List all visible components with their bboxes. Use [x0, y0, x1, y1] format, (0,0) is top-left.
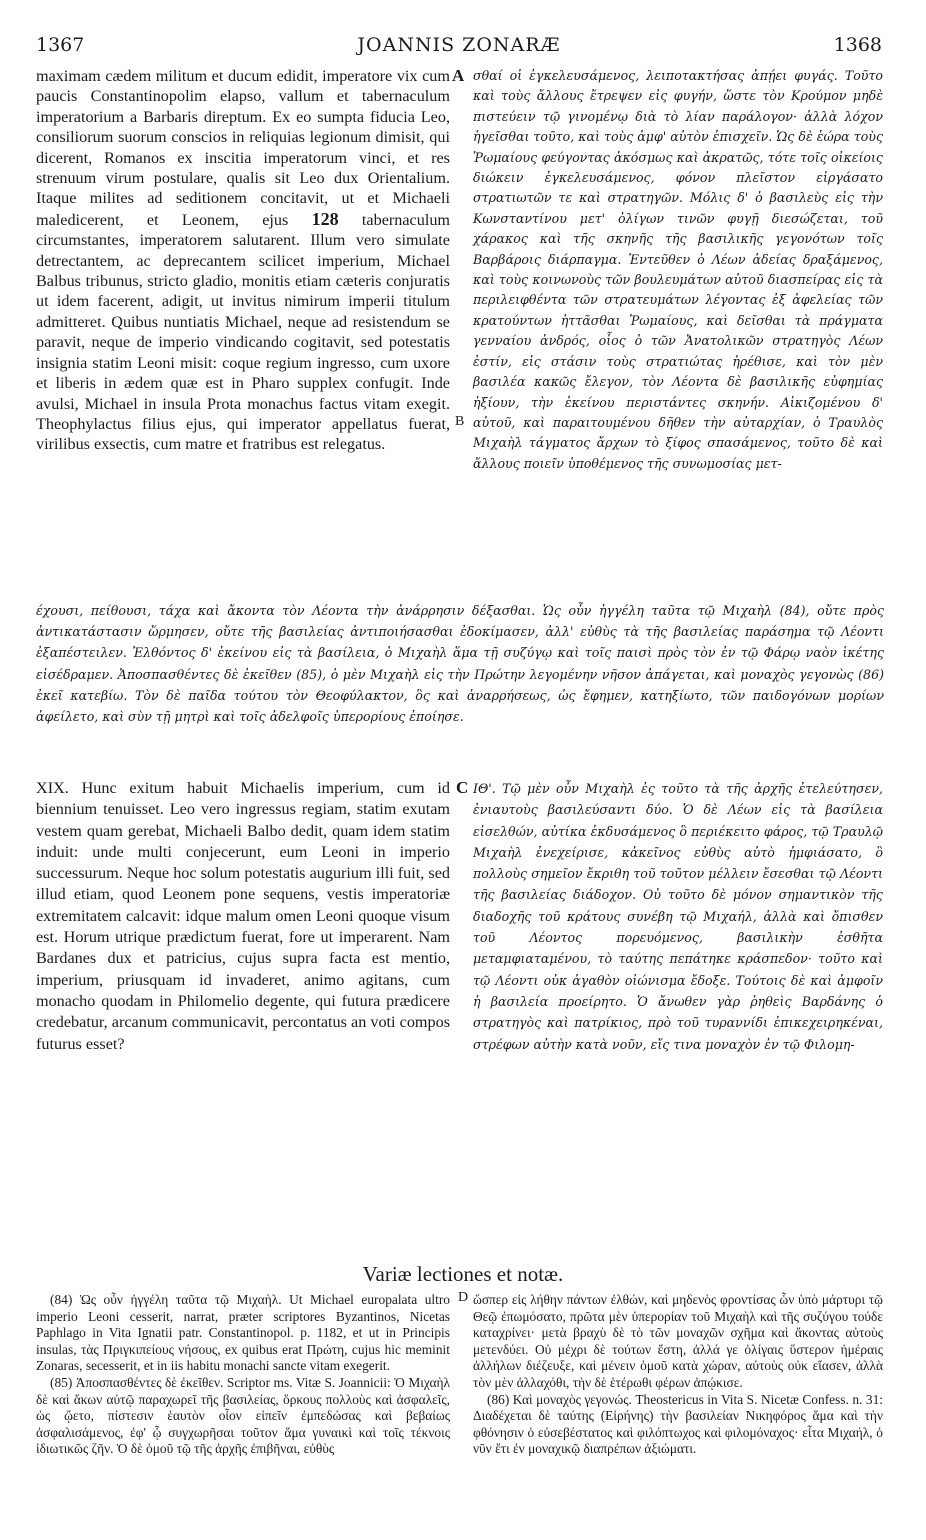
margin-marker-c: C	[456, 778, 469, 797]
latin-text-part1: maximam cædem militum et ducum edidit, imperatore vix cum paucis Constantinopolim elapso, vallum et tabernaculum imperatorium a Barbaris direptum. Ex eo sumpta fiducia Leo, consiliorum suorum conscios in reliquias legionum dimisit, qui dicerent, Romanos ex inscitia imperatorum vinci, et res strenuum virum postulare, qualis sit Leo dux Orientalium. Itaque milites ad seditionem concitavit, ut et Michaeli maledicerent, et Leonem, ejus	[36, 67, 450, 229]
notes-column-left	[36, 1292, 450, 1458]
note-84: (84) Ὡς οὖν ἠγγέλη ταῦτα τῷ Μιχαὴλ. Ut Michael europalata ultro imperio Leoni cesserit, narrat, præter scriptores Byzantinos, Nicetas Paphlago in Vita Ignatii patr. Constantinopol. p. 1182, et ut in Principis insulas, τὰς Πριγκιπείους νήσους, ex quibus erat Πρώτη, cujus hic meminit Zonaras, secesserit, et in iis habitu monachi sancte vitam exegerit.	[36, 1292, 450, 1374]
greek-text-fullwidth: έχουσι, πείθουσι, τάχα καὶ ἄκοντα τὸν Λέοντα τὴν ἀνάρρησιν δέξασθαι. Ὡς οὖν ἠγγέλη ταῦτα τῷ Μιχαὴλ (84), οὔτε πρὸς ἀντικατάστασιν ὥρμησεν, οὔτε τῆς βασιλείας ἀντιποιήσασθαι ἐδοκίμασεν, ἀλλ' εὐθὺς τὰ τῆς βασιλείας παράσημα τῷ Λέοντι ἐξαπέστειλεν. Ἐλθόντος δ' ἐκείνου εἰς τὰ βασίλεια, ὁ Μιχαὴλ ἅμα τῇ συζύγῳ καὶ τοῖς παισὶ πρὸς τὸν ἐν τῷ Φάρῳ ναὸν ἱκέτης εἰσέδραμεν. Ἀποσπασθέντες δὲ ἐκεῖθεν (85), ὁ μὲν Μιχαὴλ εἰς τὴν Πρώτην λεγομένην νῆσον ἀπάγεται, καὶ μοναχὸς γεγονὼς (86) ἐκεῖ κατεβίω. Τὸν δὲ παῖδα τούτου τὸν Θεοφύλακτον, ὃς καὶ ἀναρρήσεως, ὡς ἔφημεν, κατηξίωτο, τῶν παιδογόνων μορίων ἀφείλετο, καὶ σὺν τῇ μητρὶ καὶ τοῖς ἀδελφοῖς ὑπερορίους ἐποίησε.	[36, 603, 884, 725]
note-85-continued: ὥσπερ εἰς λήθην πάντων ἐλθών, καὶ μηδενὸς φροντίσας ὧν ὑπὸ μάρτυρι τῷ Θεῷ ἐπωμόσατο, πρῶτα μὲν ὑπερορίαν τοῦ Μιχαὴλ καὶ τῆς συζύγου τούδε καταχρίνει· μετὰ βραχὺ δὲ τὸ τῶν μοναχῶν σχῆμα καὶ ἄκοντας αὐτοὺς μετενδύει. Οὐ μέχρι δὲ τούτων ἔστη, ἀλλά γε ὀλίγαις ὕστερον ἡμέραις ἀλλήλων διέζευξε, καὶ μένειν ὁμοῦ κατὰ χώραν, αὐτοὺς οὐκ εἴασεν, ἀλλὰ τὸν μὲν ἀλλαχόθι, τὴν δὲ ἑτέρωθι φέρων ἀπῴκισε.	[473, 1292, 883, 1390]
margin-marker-b: B	[455, 414, 465, 429]
greek-column-lower	[473, 778, 883, 1055]
latin-column-lower	[36, 778, 450, 1055]
page-number-right: 1368	[833, 34, 882, 56]
latin-text-lower: XIX. Hunc exitum habuit Michaelis imperium, cum id biennium tenuisset. Leo vero ingressus regiam, statim exutam vestem quam gerebat, Michaeli Balbo dedit, quam idem statim induit: unde multi conjecerunt, eum Leoni in imperio successurum. Neque hoc solum potestatis augurium illi fuit, sed illud etiam, quod Leonem pone sequens, vestis imperatoriæ extremitatem calcavit: idque malum omen Leoni quoque visum est. Horum utrique prædictum fuerat, fore ut imperarent. Nam Bardanes dux et patricius, cujus supra facta est mentio, imperium, priusquam id invaderet, animo agitans, cum monacho quodam in Philomelio degente, qui futura prædicere credebatur, arcanum communicavit, percontatus an voti compos futurus esset?	[36, 779, 450, 1053]
running-header	[36, 34, 882, 62]
note-85: (85) Ἀποσπασθέντες δὲ ἐκεῖθεν. Scriptor ms. Vitæ S. Joannicii: Ὁ Μιχαὴλ δὲ καὶ ἄκων αὐτῷ παραχωρεῖ τῆς βασιλείας, ὅρκους πολλοὺς καὶ ἀσφαλεῖς, ὡς ᾤετο, πίστεσιν ἑαυτὸν οἷον εἰπεῖν ἐμπεδώσας καὶ βεβαίως ἀσφαλισάμενος, ἐφ' ᾧ συγχωρῆσαι τοῦτον ἅμα γυναικὶ καὶ τοῖς τέκνοις ἰδιωτικῶς ζῆν. Ὁ δὲ ὁμοῦ τῷ τῆς ἀρχῆς ἐπιβῆναι, εὐθὺς	[36, 1374, 450, 1457]
notes-title: Variæ lectiones et notæ.	[362, 1262, 564, 1286]
latin-text-part2: tabernaculum circumstantes, imperatorem salutarent. Illum vero simulate detrectantem, ac deprecantem scilicet imperium, Michael Balbus tribunus, stricto gladio, monitis etiam cæteris conjuratis ut idem facerent, adigit, ut invitus nimirum imperii titulum admitteret. Quibus nuntiatis Michael, neque ad resistendum se paravit, neque de imperio vindicando cogitavit, sed potestatis insignia statim Leoni misit: coque regium ingresso, cum uxore et liberis in ædem quæ est in Pharo supplex confugit. Inde avulsi, Michael in insula Prota monachus factus vitam exegit. Theophylactus filius ejus, qui imperator appellatus fuerat, virilibus exsectis, cum matre et fratribus est relegatus.	[36, 210, 451, 454]
running-title: JOANNIS ZONARÆ	[357, 34, 561, 56]
greek-text-lower: ΙΘ'. Τῷ μὲν οὖν Μιχαὴλ ἐς τοῦτο τὰ τῆς ἀρχῆς ἐτελεύτησεν, ἐνιαυτοὺς βασιλεύσαντι δύο. Ὁ δὲ Λέων εἰς τὰ βασίλεια εἰσελθών, αὐτίκα ἐκδυσάμενος ὃ περιέκειτο φάρος, τῷ Τραυλῷ Μιχαὴλ ἐνεχείρισε, κἀκεῖνος εὐθὺς αὐτὸ ἠμφιάσατο, ὃ πολλοὺς σημεῖον ἔκριθη τοῦ τοῦτον μέλλειν ἔσεσθαι τῷ Λέοντι τῆς βασιλείας διάδοχον. Οὐ τοῦτο δὲ μόνον σημαντικὸν τῆς διαδοχῆς τοῦ κράτους συνέβη τῷ Μιχαήλ, ἀλλὰ καὶ ὄπισθεν τοῦ Λέοντος πορευόμενος, βασιλικὴν ἐσθῆτα μεταμφιαταμένου, τὸ ταύτης πεπάτηκε κράσπεδον· τοῦτο καὶ τῷ Λέοντι οὐκ ἀγαθὸν οἰώνισμα ἔδοξε. Τούτοις δὲ καὶ ἀμφοῖν ἡ βασιλεία προείρητο. Ὁ ἄνωθεν γὰρ ῥηθεὶς Βαρδάνης ὁ στρατηγὸς καὶ πατρίκιος, πρὸ τοῦ τυραννίδι ἐπικεχειρηκέναι, στρέφων αὐτὴν κατὰ νοῦν, εἴς τινα μοναχὸν ἐν τῷ Φιλομη-	[473, 781, 883, 1052]
greek-text-upper: σθαί οἱ ἐγκελευσάμενος, λειποτακτήσας ἀπῄει φυγάς. Τοῦτο καὶ τοὺς ἄλλους ἔτρεψεν εἰς φυγήν, ὥστε τὸν Κρούμον μηδὲ πιστεύειν τῷ γινομένῳ διὰ τὸ λίαν παράλογον· ἀλλὰ λόχον ἡγεῖσθαι τοῦτο, καὶ τοὺς ἀμφ' αὐτὸν ἐπισχεῖν. Ὡς δὲ ἑώρα τοὺς Ῥωμαίους φεύγοντας ἀκόσμως καὶ ἀκρατῶς, τότε τοῖς οἰκείοις διώκειν ἐγκελευσάμενος, φόνον πλεῖστον εἰργάσατο στρατιωτῶν τε καὶ στρατηγῶν. Μόλις δ' ὁ βασιλεὺς εἰς τὴν Κωνσταντίνου μετ' ὀλίγων τινῶν φυγῇ διεσώζεται, τοῦ χάρακος καὶ τῆς σκηνῆς τῆς βασιλικῆς γεγονότων τοῖς Βαρβάροις διάρπαγμα. Ἐντεῦθεν ὁ Λέων ἀδείας δραξάμενος, καὶ τοὺς κοινωνοὺς τῶν βουλευμάτων αὐτοῦ διασπείρας εἰς τὰ περιλειφθέντα τῶν στρατευμάτων λέγοντας ἐξ ἀφελείας τῶν κρατούντων ἡττᾶσθαι Ῥωμαίους, καὶ δεῖσθαι τὰ πράγματα γενναίου ἀνδρός, οἷος ὁ τῶν Ἀνατολικῶν στρατηγὸς Λέων ἐστίν, εἰς στάσιν τοὺς στρατιώτας ἠρέθισε, καὶ τὸν μὲν βασιλέα κακῶς ἔλεγον, τὸν Λέοντα δὲ βασιλικῆς εὐφημίας ἠξίουν, τὴν ἐκείνου περιστάντες σκηνήν. Αἰκιζομένου δ' αὐτοῦ, καὶ παραιτουμένου δῆθεν τὴν αὐταρχίαν, ὁ Τραυλὸς Μιχαὴλ τάγματος ἄρχων τὸ ξίφος σπασάμενος, τοῦτο δὲ καὶ ἄλλους ποιεῖν ὑποθέμενος τῆς συνωμοσίας μετ-	[473, 68, 883, 471]
greek-column-upper	[473, 66, 883, 474]
margin-marker-d: D	[458, 1290, 469, 1305]
margin-marker-a: A	[452, 66, 465, 85]
greek-fullwidth-block	[36, 600, 884, 727]
paragraph-number: 128	[311, 208, 339, 229]
page-number-left: 1367	[36, 34, 85, 56]
note-86: (86) Καὶ μοναχὸς γεγονώς. Theostericus in Vita S. Nicetæ Confess. n. 31: Διαδέχεται δὲ ταύτης (Εἰρήνης) τὴν βασιλείαν Νικηφόρος ἅμα καὶ τὴν φθόνησιν ὁ εὐσεβέστατος καὶ φιλόπτωχος καὶ φιλομόναχος· εἶτα Μιχαήλ, ὁ νῦν ἔτι ἐν μοναχικῷ διαπρέπων ἀξιώματι.	[473, 1391, 883, 1457]
notes-column-right	[473, 1292, 883, 1458]
latin-column-upper	[36, 66, 450, 455]
